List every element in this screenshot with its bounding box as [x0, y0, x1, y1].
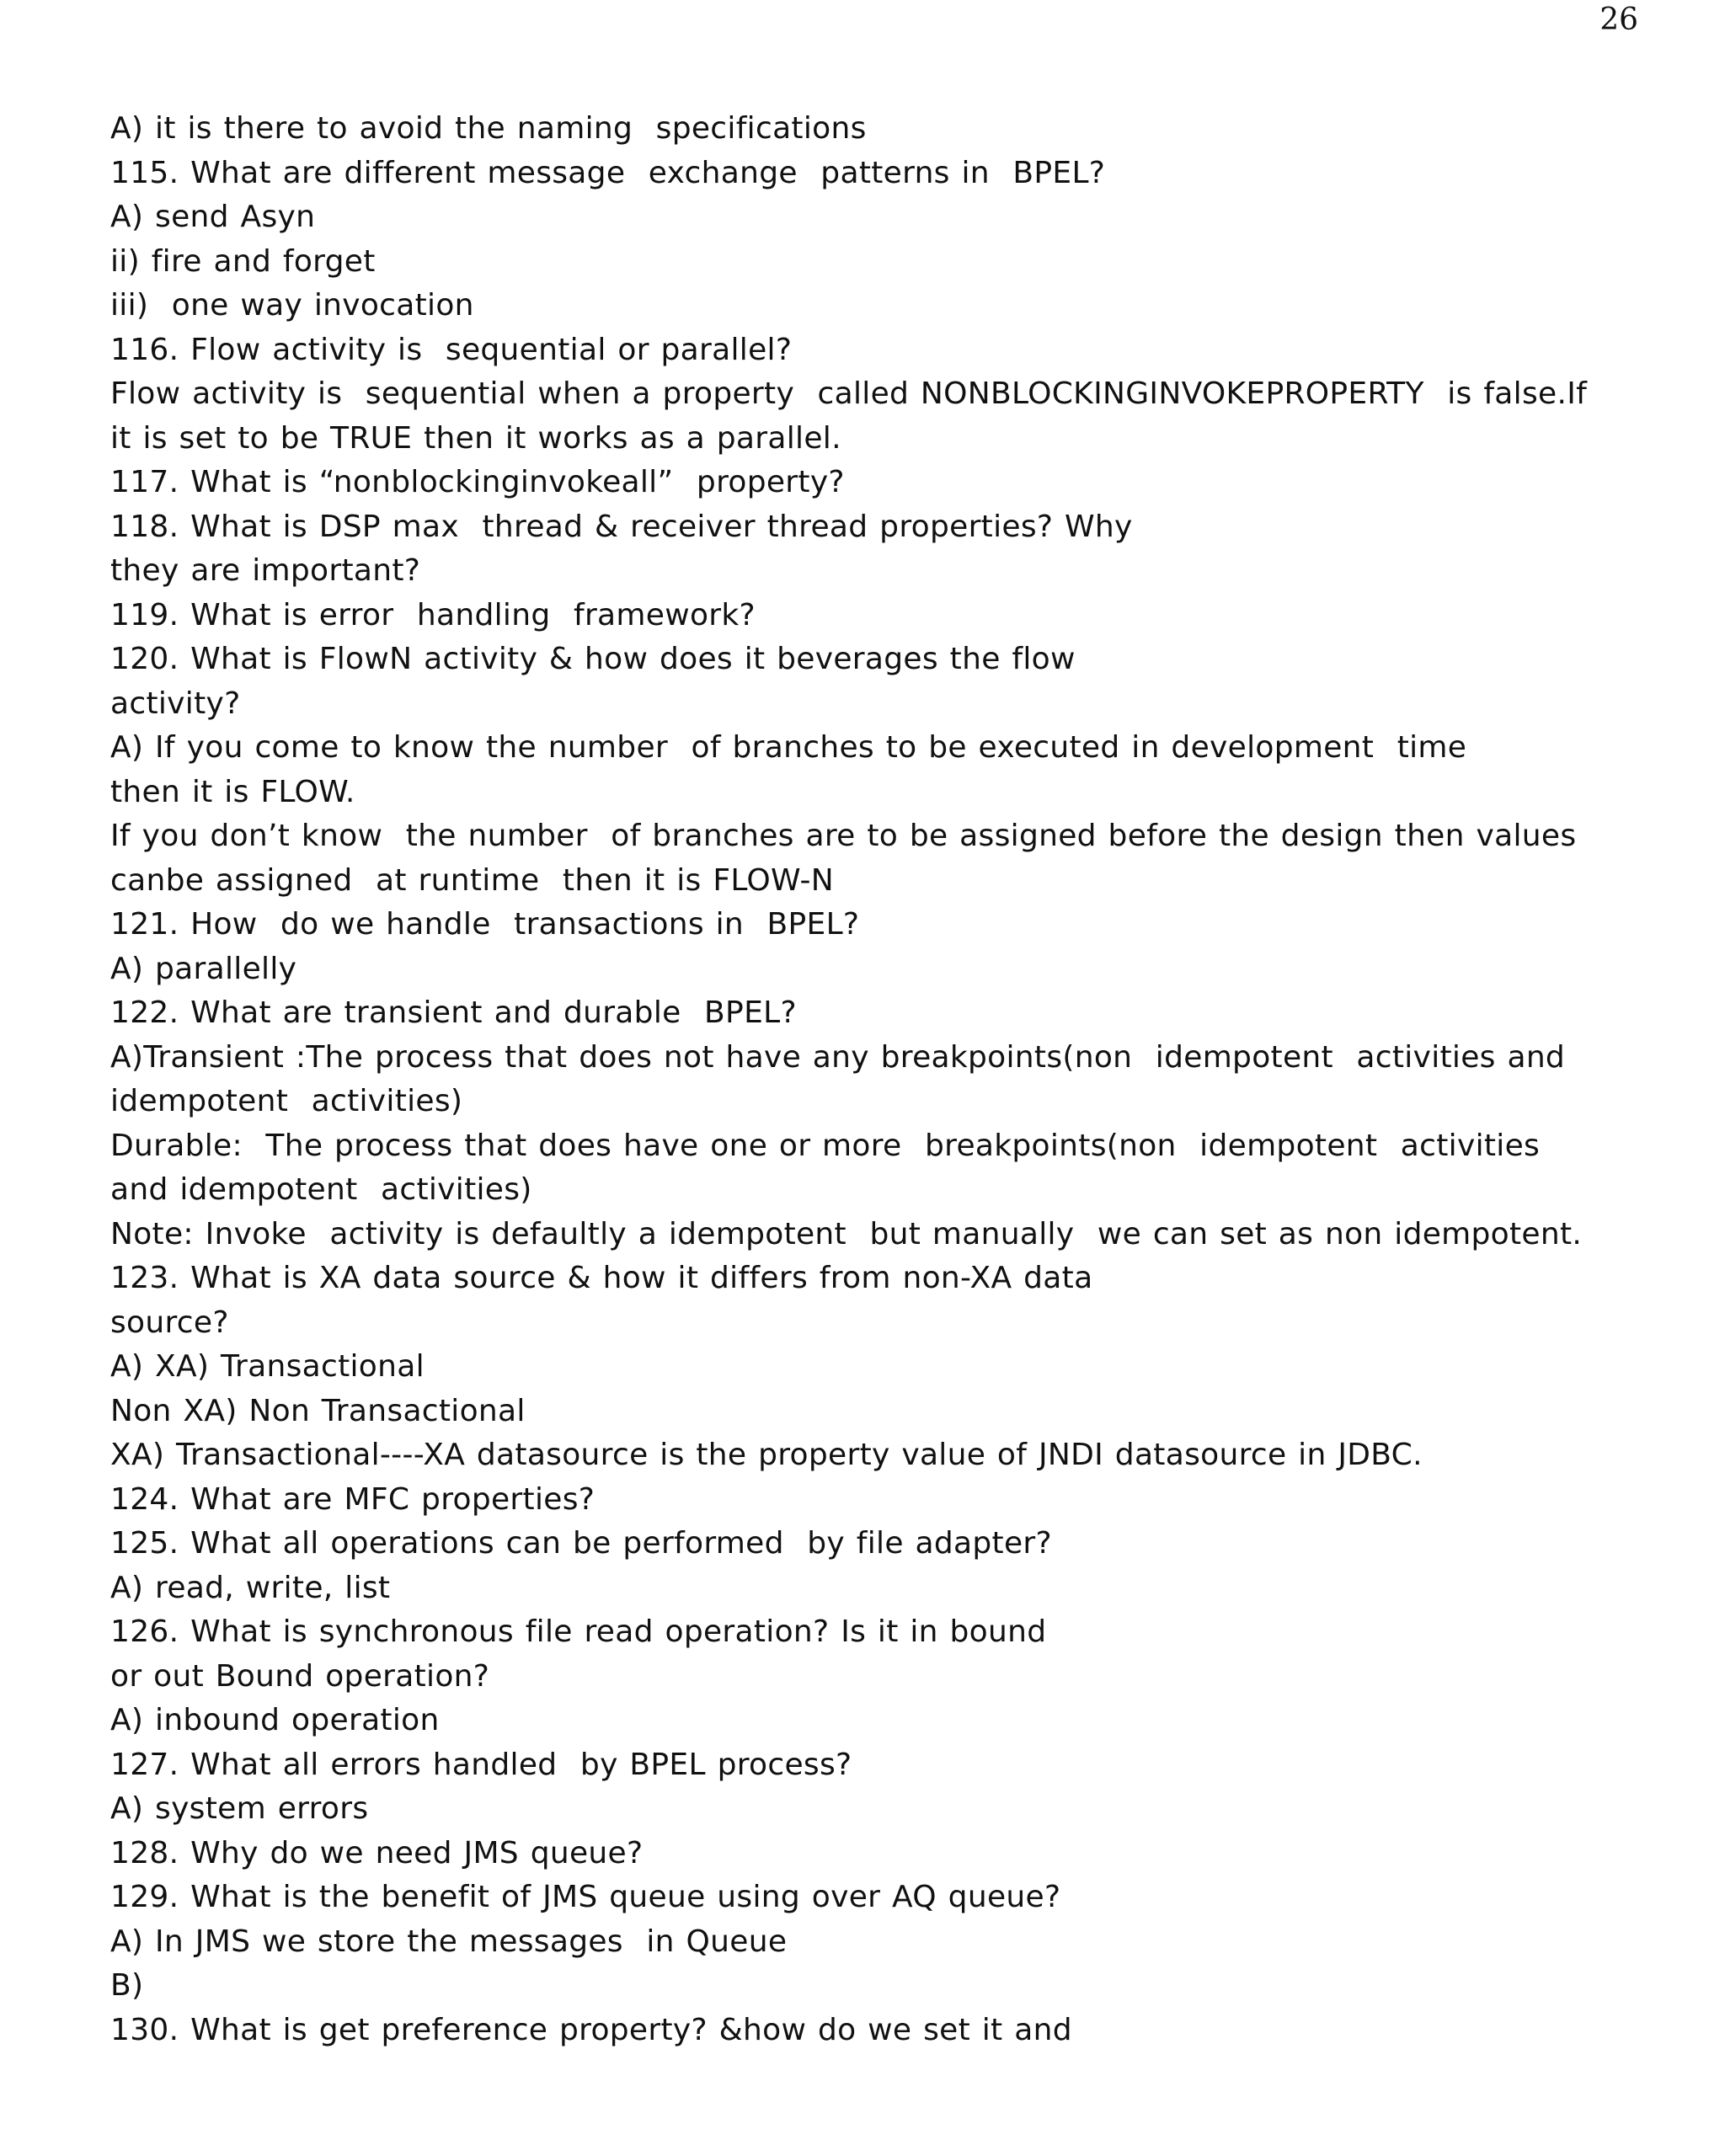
text-line: If you don’t know the number of branches are to be assigned before the design then values — [110, 819, 1577, 853]
text-line: A) XA) Transactional — [110, 1349, 425, 1384]
text-line: or out Bound operation? — [110, 1658, 490, 1694]
text-line: 129. What is the benefit of JMS queue using over AQ queue? — [110, 1880, 1061, 1914]
text-line: A) system errors — [110, 1791, 369, 1826]
text-line: A) parallelly — [110, 951, 297, 986]
text-line: A) send Asyn — [110, 200, 316, 234]
text-line: 120. What is FlowN activity & how does it beverages the flow — [110, 642, 1076, 676]
text-line: A) If you come to know the number of branches to be executed in development time — [110, 730, 1467, 765]
text-line: it is set to be TRUE then it works as a parallel. — [110, 420, 841, 456]
text-line: A) inbound operation — [110, 1703, 440, 1737]
text-line: and idempotent activities) — [110, 1172, 532, 1207]
text-line: B) — [110, 1968, 144, 2003]
text-line: 127. What all errors handled by BPEL process? — [110, 1747, 852, 1782]
text-line: they are important? — [110, 553, 421, 588]
text-line: 117. What is “nonblockinginvokeall” property? — [110, 465, 845, 499]
text-line: 126. What is synchronous file read operation? Is it in bound — [110, 1614, 1047, 1649]
text-line: Flow activity is sequential when a property called NONBLOCKINGINVOKEPROPERTY is false.If — [110, 376, 1588, 411]
text-line: 124. What are MFC properties? — [110, 1481, 595, 1517]
text-line: iii) one way invocation — [110, 288, 474, 323]
text-line: XA) Transactional----XA datasource is the property value of JNDI datasource in JDBC. — [110, 1438, 1423, 1472]
text-line: canbe assigned at runtime then it is FLOW-N — [110, 862, 834, 898]
text-line: 118. What is DSP max thread & receiver thread properties? Why — [110, 509, 1133, 544]
text-line: A)Transient :The process that does not have any breakpoints(non idempotent activities and — [110, 1039, 1566, 1075]
text-line: A) read, write, list — [110, 1570, 391, 1605]
text-line: 130. What is get preference property? &how do we set it and — [110, 2012, 1072, 2047]
text-line: 119. What is error handling framework? — [110, 597, 756, 632]
text-line: then it is FLOW. — [110, 774, 355, 809]
text-line: 128. Why do we need JMS queue? — [110, 1835, 644, 1870]
text-line: Non XA) Non Transactional — [110, 1393, 526, 1428]
text-line: Note: Invoke activity is defaultly a idempotent but manually we can set as non idempotent. — [110, 1216, 1583, 1251]
text-line: 125. What all operations can be performed by file adapter? — [110, 1526, 1052, 1561]
page-number: 26 — [1599, 3, 1638, 37]
text-line: 121. How do we handle transactions in BPEL? — [110, 907, 860, 942]
text-line: 115. What are different message exchange patterns in BPEL? — [110, 155, 1106, 190]
text-line: 116. Flow activity is sequential or parallel? — [110, 332, 793, 367]
text-line: source? — [110, 1305, 229, 1340]
text-line: A) In JMS we store the messages in Queue — [110, 1924, 788, 1959]
text-line: 122. What are transient and durable BPEL? — [110, 995, 797, 1030]
text-line: A) it is there to avoid the naming specifications — [110, 111, 867, 146]
document-body — [110, 107, 1588, 2052]
text-line: idempotent activities) — [110, 1084, 463, 1118]
text-line: ii) fire and forget — [110, 243, 376, 279]
text-line: 123. What is XA data source & how it differs from non-XA data — [110, 1261, 1093, 1295]
text-line: activity? — [110, 686, 241, 721]
text-line: Durable: The process that does have one or more breakpoints(non idempotent activities — [110, 1128, 1541, 1163]
